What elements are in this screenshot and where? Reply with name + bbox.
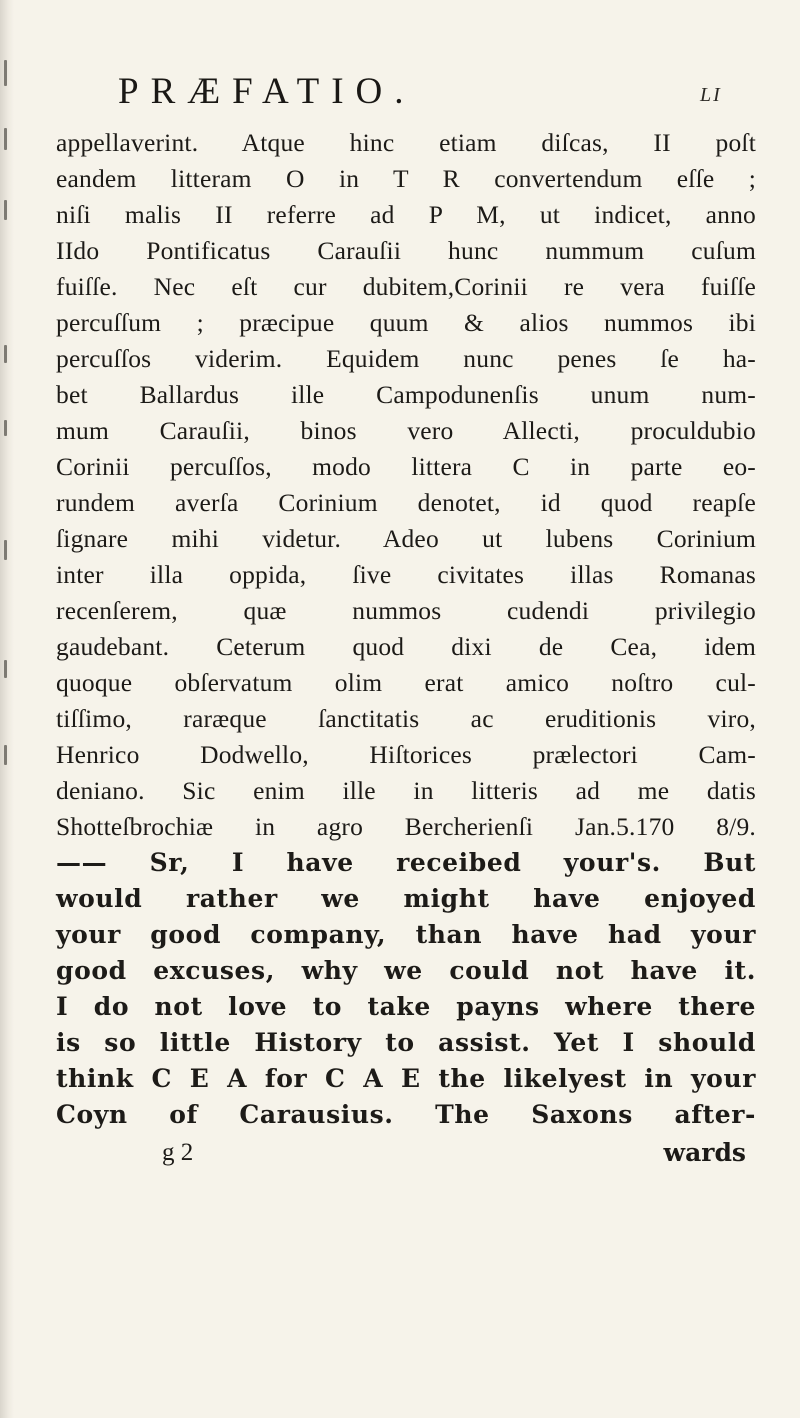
text-line: mum Carauſii, binos vero Allecti, proculdubio	[56, 416, 756, 445]
quoted-letter-line: your good company, than have had your	[56, 920, 756, 949]
page-title: PRÆFATIO.	[118, 71, 416, 112]
quoted-letter-line: would rather we might have enjoyed	[56, 884, 756, 913]
text-line: appellaverint. Atque hinc etiam diſcas, II poſt	[56, 128, 756, 157]
text-line: niſi malis II referre ad P M, ut indicet, anno	[56, 200, 756, 229]
gutter-mark	[4, 345, 7, 363]
gutter-edge	[0, 0, 14, 1418]
text-line: tiſſimo, raræque ſanctitatis ac eruditionis viro,	[56, 704, 756, 733]
text-line: percuſſos viderim. Equidem nunc penes ſe ha-	[56, 344, 756, 373]
text-line: Henrico Dodwello, Hiſtorices prælectori Cam-	[56, 740, 756, 769]
text-line: rundem averſa Corinium denotet, id quod reapſe	[56, 488, 756, 517]
text-line: IIdo Pontificatus Carauſii hunc nummum cuſum	[56, 236, 756, 265]
catchword: wards	[663, 1138, 746, 1167]
gutter-mark	[4, 420, 7, 436]
gutter-mark	[4, 540, 7, 560]
running-head	[0, 70, 800, 120]
text-line: recenſerem, quæ nummos cudendi privilegio	[56, 596, 756, 625]
text-line: gaudebant. Ceterum quod dixi de Cea, idem	[56, 632, 756, 661]
text-line: ſignare mihi videtur. Adeo ut lubens Corinium	[56, 524, 756, 553]
body-text	[56, 125, 756, 1133]
signature-mark: g 2	[162, 1139, 194, 1166]
text-line: percuſſum ; præcipue quum & alios nummos ibi	[56, 308, 756, 337]
page-number: LI	[700, 84, 722, 106]
text-line: Corinii percuſſos, modo littera C in parte eo-	[56, 452, 756, 481]
text-line: Shotteſbrochiæ in agro Bercherienſi Jan.5.170 8/9.	[56, 812, 756, 841]
quoted-letter-line: I do not love to take payns where there	[56, 992, 756, 1021]
text-line: quoque obſervatum olim erat amico noſtro cul-	[56, 668, 756, 697]
quoted-letter-line: think C E A for C A E the likelyest in your	[56, 1064, 756, 1093]
text-line: bet Ballardus ille Campodunenſis unum num-	[56, 380, 756, 409]
text-line: deniano. Sic enim ille in litteris ad me datis	[56, 776, 756, 805]
page-footer	[56, 1135, 756, 1175]
text-line: eandem litteram O in T R convertendum eſſe ;	[56, 164, 756, 193]
gutter-mark	[4, 200, 7, 220]
gutter-mark	[4, 128, 7, 150]
gutter-mark	[4, 660, 7, 678]
quoted-letter-line: is so little History to assist. Yet I should	[56, 1028, 756, 1057]
text-line: inter illa oppida, ſive civitates illas Romanas	[56, 560, 756, 589]
gutter-mark	[4, 745, 7, 765]
text-line: fuiſſe. Nec eſt cur dubitem,Corinii re vera fuiſſe	[56, 272, 756, 301]
quoted-letter-line: good excuses, why we could not have it.	[56, 956, 756, 985]
quoted-letter-line: Coyn of Carausius. The Saxons after-	[56, 1100, 756, 1129]
quoted-letter-line: —— Sr, I have receibed your's. But	[56, 848, 756, 877]
